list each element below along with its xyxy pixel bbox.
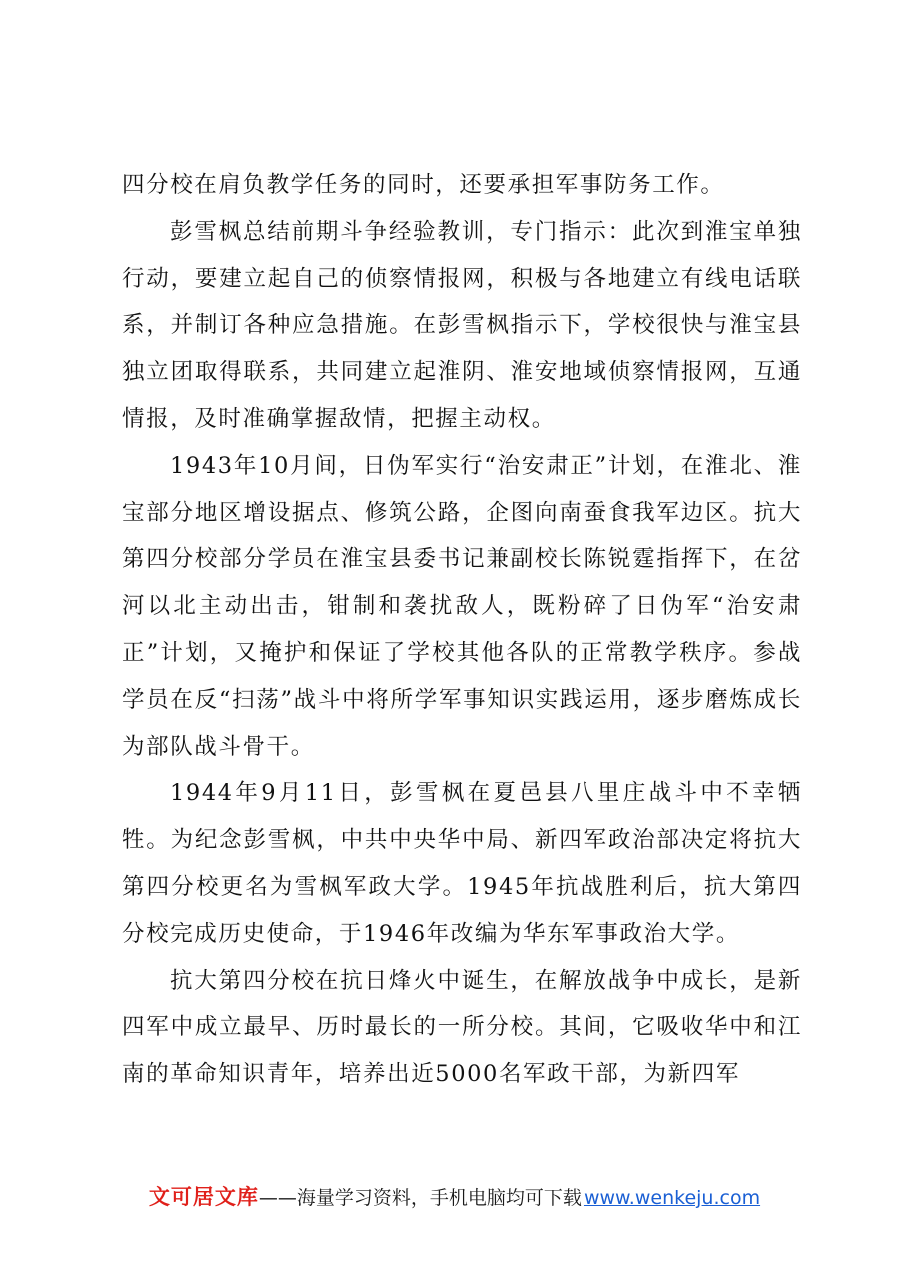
page-footer — [0, 1182, 909, 1213]
paragraph-school-summary: 抗大第四分校在抗日烽火中诞生，在解放战争中成长，是新四军中成立最早、历时最长的一所分校。其间，它吸收华中和江南的革命知识青年，培养出近5000名军政干部，为新四军 — [122, 967, 802, 1088]
paragraph-1944-renaming: 1944年9月11日，彭雪枫在夏邑县八里庄战斗中不幸牺牲。为纪念彭雪枫，中共中央华中局、新四军政治部决定将抗大第四分校更名为雪枫军政大学。1945年抗战胜利后，抗大第四分校完成历史使命，于1946年改编为华东军事政治大学。 — [122, 780, 802, 947]
paragraph-peng-xuefeng-instruction: 彭雪枫总结前期斗争经验教训，专门指示：此次到淮宝单独行动，要建立起自己的侦察情报网，积极与各地建立有线电话联系，并制订各种应急措施。在彭雪枫指示下，学校很快与淮宝县独立团取得联系，共同建立起淮阴、淮安地域侦察情报网，互通情报，及时准确掌握敌情，把握主动权。 — [122, 218, 802, 432]
footer-brand: 文可居文库 — [148, 1185, 259, 1209]
footer-tagline: ——海量学习资料，手机电脑均可下载 — [258, 1187, 582, 1209]
document-body — [122, 162, 802, 1098]
paragraph-continuation: 四分校在肩负教学任务的同时，还要承担军事防务工作。 — [122, 172, 725, 198]
footer-website-link[interactable]: www.wenkeju.com — [583, 1187, 761, 1209]
paragraph-1943-campaign: 1943年10月间，日伪军实行“治安肃正”计划，在淮北、淮宝部分地区增设据点、修筑公路，企图向南蚕食我军边区。抗大第四分校部分学员在淮宝县委书记兼副校长陈锐霆指挥下，在岔河以北主动出击，钳制和袭扰敌人，既粉碎了日伪军“治安肃正”计划，又掩护和保证了学校其他各队的正常教学秩序。参战学员在反“扫荡”战斗中将所学军事知识实践运用，逐步磨炼成长为部队战斗骨干。 — [122, 452, 802, 760]
